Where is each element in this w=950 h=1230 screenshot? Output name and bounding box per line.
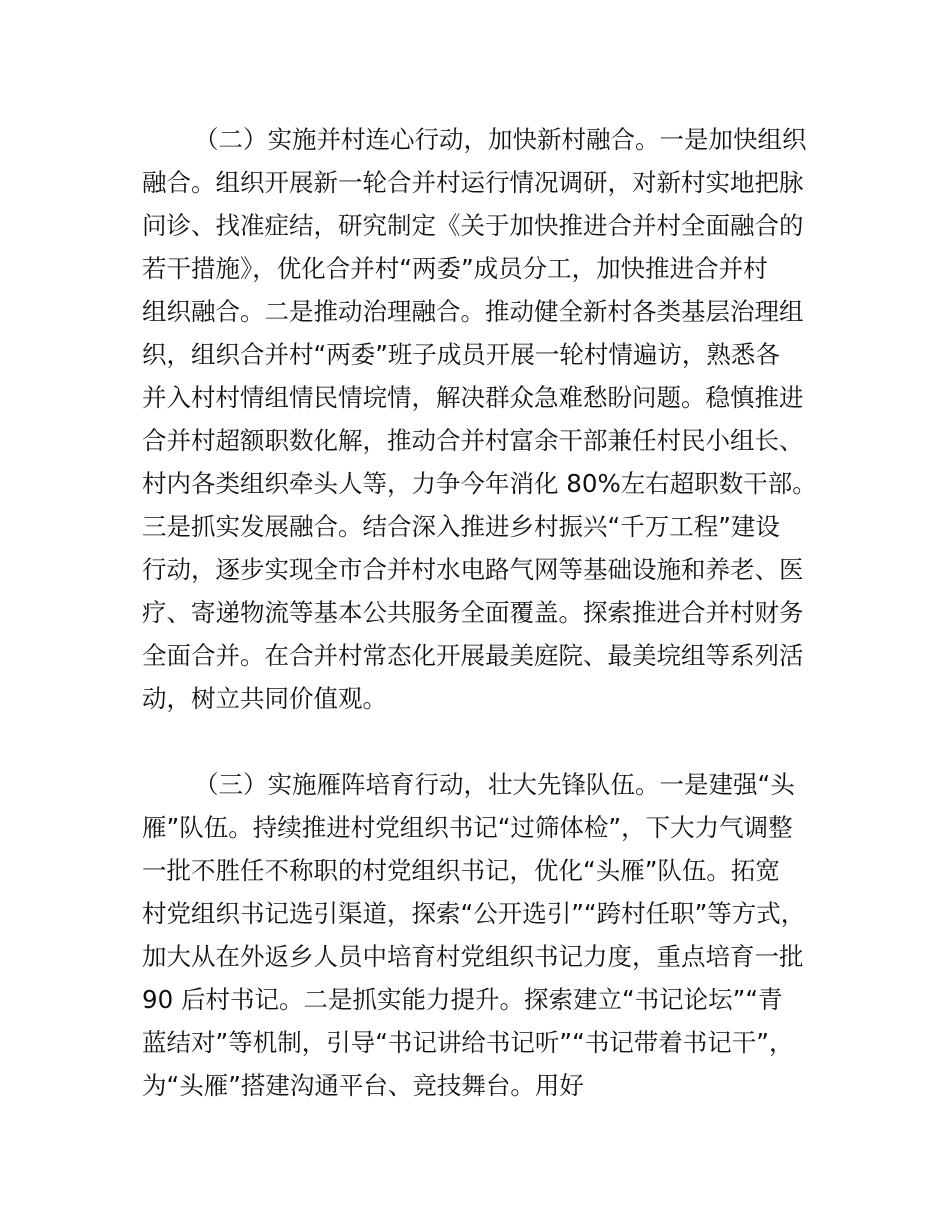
text-line: （三）实施雁阵培育行动，壮大先锋队伍。一是建强“头 — [194, 770, 795, 799]
text-line: 一批不胜任不称职的村党组织书记，优化“头雁”队伍。拓宽 — [142, 856, 780, 885]
paragraph-2 — [142, 118, 842, 720]
text-line: 村内各类组织牵头人等，力争今年消化 80%左右超职数干部。 — [142, 469, 817, 498]
paragraph-spacer — [142, 720, 842, 763]
text-line: （二）实施并村连心行动，加快新村融合。一是加快组织 — [194, 125, 807, 154]
text-line: 组织融合。二是推动治理融合。推动健全新村各类基层治理组 — [142, 297, 804, 326]
text-line: 蓝结对”等机制，引导“书记讲给书记听”“书记带着书记干”， — [142, 1028, 794, 1057]
document-page — [142, 118, 842, 1107]
text-line: 疗、寄递物流等基本公共服务全面覆盖。探索推进合并村财务 — [142, 598, 804, 627]
text-line: 加大从在外返乡人员中培育村党组织书记力度，重点培育一批 — [142, 942, 804, 971]
text-line: 雁”队伍。持续推进村党组织书记“过筛体检”，下大力气调整 — [142, 813, 793, 842]
text-line: 融合。组织开展新一轮合并村运行情况调研，对新村实地把脉 — [142, 168, 804, 197]
text-line: 合并村超额职数化解，推动合并村富余干部兼任村民小组长、 — [142, 426, 804, 455]
text-line: 问诊、找准症结，研究制定《关于加快推进合并村全面融合的 — [142, 211, 804, 240]
text-line: 为“头雁”搭建沟通平台、竞技舞台。用好 — [142, 1071, 584, 1100]
text-line: 若干措施》，优化合并村“两委”成员分工，加快推进合并村 — [142, 254, 768, 283]
text-line: 行动，逐步实现全市合并村水电路气网等基础设施和养老、医 — [142, 555, 804, 584]
text-line: 全面合并。在合并村常态化开展最美庭院、最美垸组等系列活 — [142, 641, 804, 670]
text-line: 动，树立共同价值观。 — [142, 684, 387, 713]
text-line: 三是抓实发展融合。结合深入推进乡村振兴“千万工程”建设 — [142, 512, 780, 541]
text-line: 织，组织合并村“两委”班子成员开展一轮村情遍访，熟悉各 — [142, 340, 780, 369]
paragraph-3 — [142, 763, 842, 1107]
text-line: 90 后村书记。二是抓实能力提升。探索建立“书记论坛”“青 — [142, 985, 783, 1014]
text-line: 并入村村情组情民情垸情，解决群众急难愁盼问题。稳慎推进 — [142, 383, 804, 412]
text-line: 村党组织书记选引渠道，探索“公开选引”“跨村任职”等方式， — [142, 899, 806, 928]
